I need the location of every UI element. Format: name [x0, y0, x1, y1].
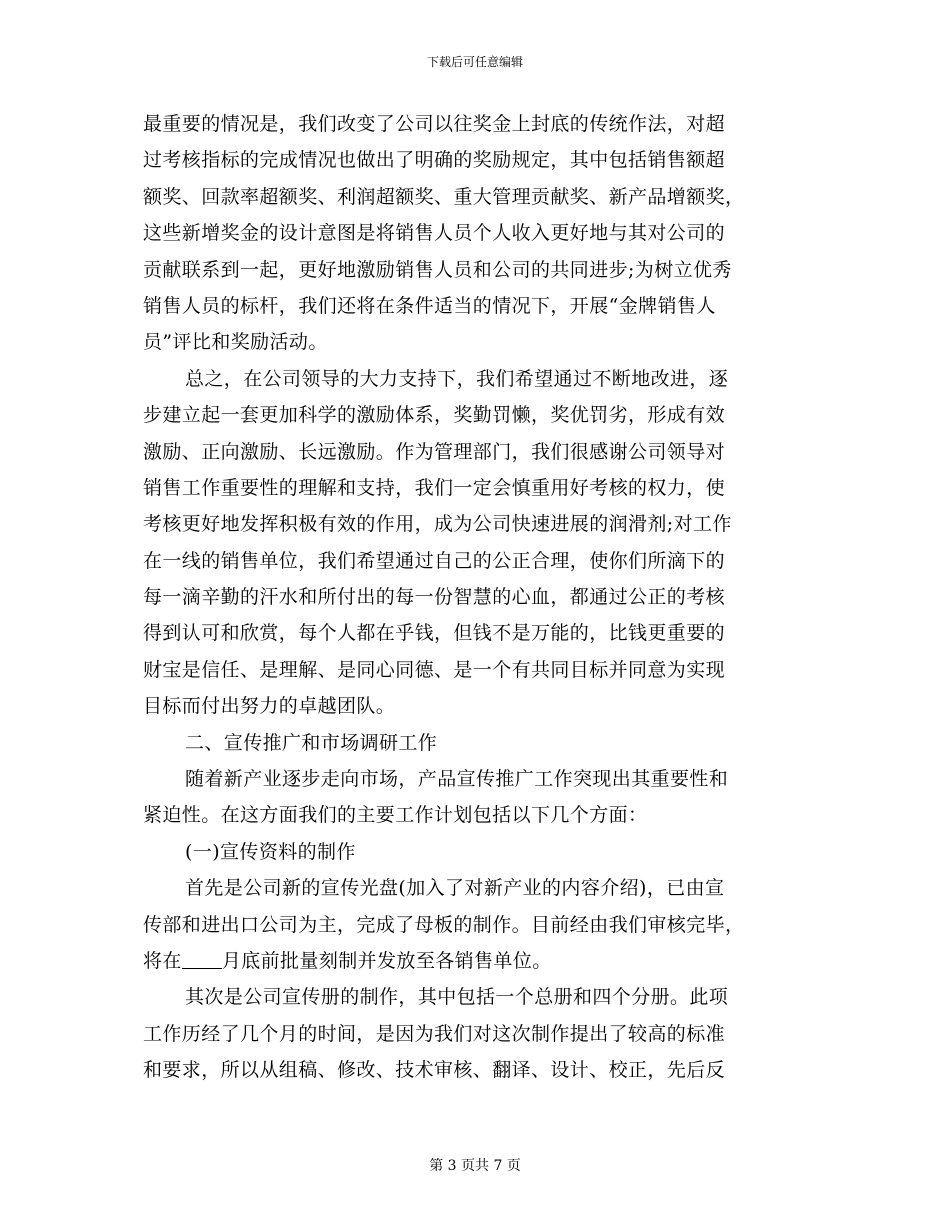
document-body	[143, 106, 803, 1089]
text-line: 考核更好地发挥积极有效的作用，成为公司快速进展的润滑剂;对工作	[143, 513, 732, 536]
text-line: 财宝是信任、是理解、是同心同德、是一个有共同目标并同意为实现	[143, 658, 726, 681]
text-line: 每一滴辛勤的汗水和所付出的每一份智慧的心血，都通过公正的考核	[143, 586, 726, 609]
line-prefix: 将在	[143, 949, 182, 972]
text-line: 和要求，所以从组稿、修改、技术审核、翻译、设计、校正，先后反	[143, 1059, 726, 1082]
text-line: 过考核指标的完成情况也做出了明确的奖励规定，其中包括销售额超	[143, 149, 726, 172]
text-line: 紧迫性。在这方面我们的主要工作计划包括以下几个方面：	[143, 804, 648, 827]
text-line: 目标而付出努力的卓越团队。	[143, 695, 396, 718]
page-footer: 第 3 页共 7 页	[429, 1158, 521, 1174]
text-line: 最重要的情况是，我们改变了公司以往奖金上封底的传统作法，对超	[143, 113, 726, 135]
text-line: 员”评比和奖励活动。	[143, 331, 328, 354]
text-line: 销售工作重要性的理解和支持，我们一定会慎重用好考核的权力，使	[143, 476, 726, 499]
text-line: 步建立起一套更加科学的激励体系，奖勤罚懒，奖优罚劣，形成有效	[143, 404, 726, 427]
fill-in-blank	[182, 948, 222, 969]
text-line-with-blank	[143, 943, 803, 979]
text-line: 额奖、回款率超额奖、利润超额奖、重大管理贡献奖、新产品增额奖，	[143, 185, 745, 208]
text-line: 贡献联系到一起，更好地激励销售人员和公司的共同进步;为树立优秀	[143, 258, 732, 281]
section-heading: 二、宣传推广和市场调研工作	[185, 731, 438, 754]
text-line: 在一线的销售单位，我们希望通过自己的公正合理，使你们所滴下的	[143, 549, 726, 572]
text-line: 销售人员的标杆，我们还将在条件适当的情况下，开展“金牌销售人	[143, 294, 716, 317]
paragraph-start-line: 其次是公司宣传册的制作，其中包括一个总册和四个分册。此项	[185, 986, 729, 1009]
text-line: 传部和进出口公司为主，完成了母板的制作。目前经由我们审核完毕，	[143, 913, 745, 936]
paragraph-start-line: 随着新产业逐步走向市场，产品宣传推广工作突现出其重要性和	[185, 768, 729, 791]
text-line: 这些新增奖金的设计意图是将销售人员个人收入更好地与其对公司的	[143, 222, 726, 245]
paragraph-start-line: 首先是公司新的宣传光盘(加入了对新产业的内容介绍)，已由宣	[185, 877, 725, 900]
paragraph-start-line: 总之，在公司领导的大力支持下，我们希望通过不断地改进，逐	[185, 367, 729, 390]
subsection-heading: (一)宣传资料的制作	[185, 840, 356, 863]
text-line: 激励、正向激励、长远激励。作为管理部门，我们很感谢公司领导对	[143, 440, 726, 463]
text-line: 工作历经了几个月的时间，是因为我们对这次制作提出了较高的标准	[143, 1022, 726, 1045]
line-rest: 月底前批量刻制并发放至各销售单位。	[221, 949, 552, 972]
text-line: 得到认可和欣赏，每个人都在乎钱，但钱不是万能的，比钱更重要的	[143, 622, 726, 645]
page-header: 下载后可任意编辑	[426, 55, 523, 69]
